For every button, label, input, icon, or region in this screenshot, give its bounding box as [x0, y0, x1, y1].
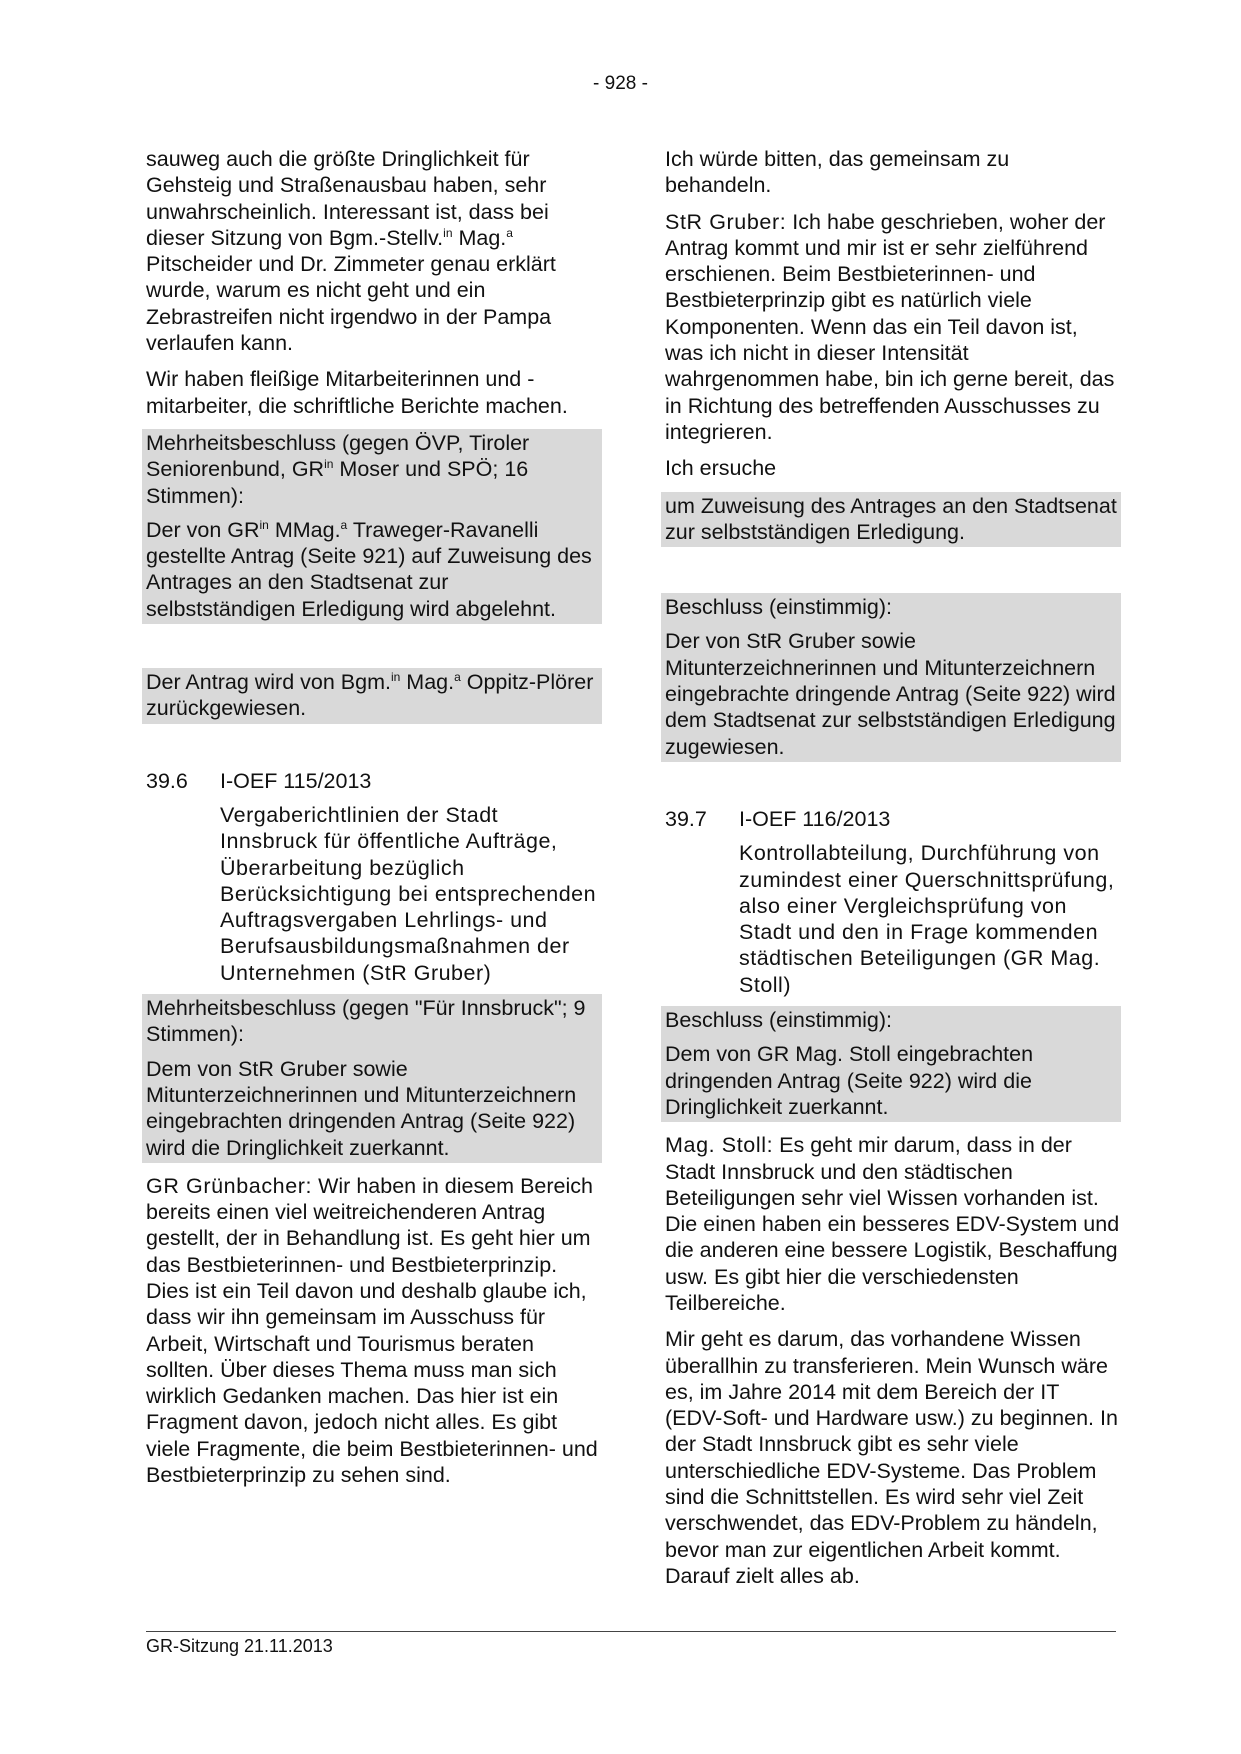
resolution-heading: Mehrheitsbeschluss (gegen ÖVP, Tiroler Seniorenbund, $GR^{in}$ Moser und SPÖ; 16 Stimmen): — [146, 430, 530, 508]
speech: StR Gruber: Ich habe geschrieben, woher der Antrag kommt und mir ist er sehr zielführend erschienen. Beim Bestbieterinnen- und Bestbieterprinzip gibt es natürlich viele Komponenten. Wenn das ein Teil davon ist, was ich nicht in dieser Intensität wahrgenommen habe, bin ich gerne bereit, das in Richtung des betreffenden Ausschusses zu integrieren. — [665, 209, 1115, 444]
agenda-item-title: Vergaberichtlinien der Stadt Innsbruck für öffentliche Aufträge, Überarbeitung bezüglich Berücksichtigung bei entsprechenden Auftragsvergaben Lehrlings- und Berufsausbildungsmaßnahmen der Unternehmen (StR Gruber) — [220, 802, 597, 985]
footer-divider — [146, 1631, 1116, 1632]
right-column — [665, 146, 1121, 1599]
speech: GR Grünbacher: Wir haben in diesem Bereich bereits einen viel weitreichenderen Antrag gestellt, der in Behandlung ist. Es geht hier um das Bestbieterinnen- und Bestbieterprinzip. Dies ist ein Teil davon und deshalb glaube ich, dass wir ihn gemeinsam im Ausschuss für Arbeit, Wirtschaft und Tourismus beraten sollten. Über dieses Thema muss man sich wirklich Gedanken machen. Das hier ist ein Fragment davon, jedoch nicht alles. Es gibt viele Fragmente, die beim Bestbieterinnen- und Bestbieterprinzip zu sehen sind. — [146, 1173, 598, 1488]
agenda-item-code: I-OEF 115/2013 — [220, 768, 372, 793]
speaker-name: GR Grünbacher: — [146, 1173, 313, 1198]
resolution-block — [661, 593, 1121, 762]
resolution-text: Dem von GR Mag. Stoll eingebrachten dringenden Antrag (Seite 922) wird die Dringlichkeit zuerkannt. — [665, 1042, 1034, 1119]
speaker-name: StR Gruber: — [665, 209, 787, 234]
paragraph: Ich ersuche — [665, 456, 777, 481]
resolution-text: Der von $GR^{in}$ MMag.$^a$ Traweger-Ravanelli gestellte Antrag (Seite 921) auf Zuweisung des Antrages an den Stadtsenat zur selbstständigen Erledigung wird abgelehnt. — [146, 517, 592, 621]
speech: Mag. Stoll: Es geht mir darum, dass in der Stadt Innsbruck und den städtischen Beteiligungen sehr viel Wissen vorhanden ist. Die einen haben ein besseres EDV-System und die anderen eine bessere Logistik, Beschaffung usw. Es gibt hier die verschiedensten Teilbereiche. — [665, 1133, 1120, 1315]
paragraph: Mir geht es darum, das vorhandene Wissen überallhin zu transferieren. Mein Wunsch wäre es, im Jahre 2014 mit dem Bereich der IT (EDV-Soft- und Hardware usw.) zu beginnen. In der Stadt Innsbruck gibt es sehr viele unterschiedliche EDV-Systeme. Das Problem sind die Schnittstellen. Es wird sehr viel Zeit verschwendet, das EDV-Problem zu händeln, bevor man zur eigentlichen Arbeit kommt. Darauf zielt alles ab. — [665, 1327, 1118, 1588]
speaker-name: Mag. Stoll: — [665, 1133, 774, 1158]
resolution-heading: Beschluss (einstimmig): — [665, 595, 892, 620]
paragraph: Wir haben fleißige Mitarbeiterinnen und -mitarbeiter, die schriftliche Berichte machen. — [146, 367, 568, 418]
resolution-text: Der von StR Gruber sowie Mitunterzeichnerinnen und Mitunterzeichnern eingebrachte dringende Antrag (Seite 922) wird dem Stadtsenat zur selbstständigen Erledigung zugewiesen. — [665, 629, 1116, 759]
footer-text: GR-Sitzung 21.11.2013 — [146, 1636, 333, 1656]
agenda-item-number: 39.6 — [146, 768, 188, 793]
agenda-item-heading — [665, 806, 1121, 832]
resolution-block — [661, 1006, 1121, 1122]
request-text: um Zuweisung des Antrages an den Stadtsenat zur selbstständigen Erledigung. — [665, 493, 1117, 544]
resolution-block — [142, 994, 602, 1163]
resolution-block — [142, 429, 602, 624]
rejection-block — [142, 668, 602, 724]
resolution-heading: Beschluss (einstimmig): — [665, 1008, 892, 1033]
request-block — [661, 492, 1121, 548]
agenda-item-heading — [146, 768, 602, 794]
agenda-item-title: Kontrollabteilung, Durchführung von zumindest einer Querschnittsprüfung, also einer Vergleichsprüfung von Stadt und den in Frage kommenden städtischen Beteiligungen (GR Mag. Stoll) — [739, 841, 1115, 997]
agenda-item-number: 39.7 — [665, 806, 707, 831]
resolution-text: Dem von StR Gruber sowie Mitunterzeichnerinnen und Mitunterzeichnern eingebrachten dringenden Antrag (Seite 922) wird die Dringlichkeit zuerkannt. — [146, 1056, 577, 1160]
paragraph: Ich würde bitten, das gemeinsam zu behandeln. — [665, 147, 1010, 198]
rejection-text: Der Antrag wird von Bgm.$^{in}$ Mag.$^a$ Oppitz-Plörer zurückgewiesen. — [146, 670, 594, 721]
resolution-heading: Mehrheitsbeschluss (gegen "Für Innsbruck"; 9 Stimmen): — [146, 996, 586, 1047]
agenda-item-code: I-OEF 116/2013 — [739, 806, 891, 831]
page-number: - 928 - — [593, 73, 648, 94]
paragraph: sauweg auch die größte Dringlichkeit für Gehsteig und Straßenausbau haben, sehr unwahrscheinlich. Interessant ist, dass bei dieser Sitzung von Bgm.-Stellv.$^{in}$ Mag.$^a$ Pitscheider und Dr. Zimmeter genau erklärt wurde, warum es nicht geht und ein Zebrastreifen nicht irgendwo in der Pampa verlaufen kann. — [146, 147, 556, 356]
left-column — [146, 146, 602, 1498]
